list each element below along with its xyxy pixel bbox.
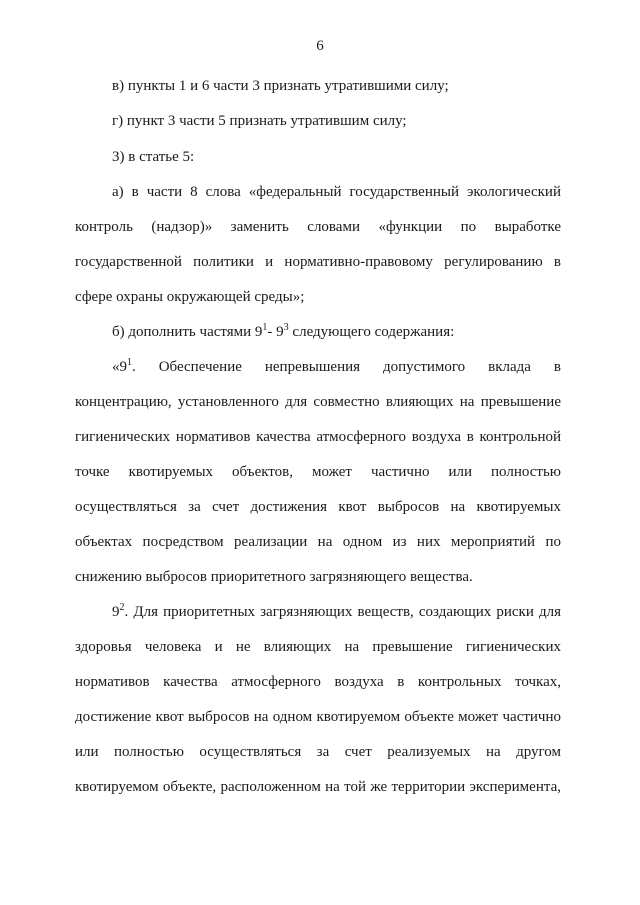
paragraph-9-2-line-6: квотируемом объекте, расположенном на той же территории эксперимента, <box>75 779 561 795</box>
paragraph-9-1-line-3: гигиенических нормативов качества атмосферного воздуха в контрольной <box>75 429 561 445</box>
page-number: 6 <box>316 38 324 54</box>
paragraph-item-v: в) пункты 1 и 6 части 3 признать утратившими силу; <box>112 78 449 94</box>
paragraph-b-text-1: б) дополнить частями 9 <box>112 324 263 340</box>
superscript: 2 <box>119 602 125 613</box>
paragraph-a-line-3: государственной политики и нормативно-правовому регулированию в <box>75 254 561 270</box>
paragraph-9-2-line-4: достижение квот выбросов на одном квотируемом объекте может частично <box>75 709 561 725</box>
paragraph-item-g: г) пункт 3 части 5 признать утратившим силу; <box>112 113 407 129</box>
paragraph-item-3: 3) в статье 5: <box>112 149 195 165</box>
paragraph-9-1-line-2: концентрацию, установленного для совместно влияющих на превышение <box>75 394 561 410</box>
paragraph-9-2-line-5: или полностью осуществляться за счет реализуемых на другом <box>75 744 561 760</box>
paragraph-9-2-line-3: нормативов качества атмосферного воздуха в контрольных точках, <box>75 674 561 690</box>
paragraph-b <box>112 322 561 342</box>
paragraph-a-line-2: контроль (надзор)» заменить словами «функции по выработке <box>75 219 561 235</box>
paragraph-9-1-line-5: осуществляться за счет достижения квот выбросов на квотируемых <box>75 499 561 515</box>
paragraph-9-2-line-2: здоровья человека и не влияющих на превышение гигиенических <box>75 639 561 655</box>
superscript: 1 <box>262 322 268 333</box>
paragraph-b-text-3: следующего содержания: <box>288 324 455 340</box>
paragraph-9-1-line-1 <box>112 357 561 377</box>
paragraph-a-line-1: а) в части 8 слова «федеральный государственный экологический <box>112 184 561 200</box>
paragraph-9-1-line-7: снижению выбросов приоритетного загрязняющего вещества. <box>75 569 473 585</box>
superscript: 1 <box>127 357 132 368</box>
paragraph-9-2-text-2: . Для приоритетных загрязняющих веществ, создающих риски для <box>124 604 561 620</box>
paragraph-9-1-text-2: . Обеспечение непревышения допустимого вклада в <box>132 359 561 375</box>
paragraph-9-1-line-6: объектах посредством реализации на одном из них мероприятий по <box>75 534 561 550</box>
paragraph-b-text-2: - 9 <box>267 324 284 340</box>
paragraph-a-line-4: сфере охраны окружающей среды»; <box>75 289 305 305</box>
superscript: 3 <box>283 322 289 333</box>
paragraph-9-1-text-1: «9 <box>112 359 127 375</box>
paragraph-9-1-line-4: точке квотируемых объектов, может частично или полностью <box>75 464 561 480</box>
paragraph-9-2-line-1 <box>112 602 561 622</box>
paragraph-9-2-text-1: 9 <box>112 604 120 620</box>
